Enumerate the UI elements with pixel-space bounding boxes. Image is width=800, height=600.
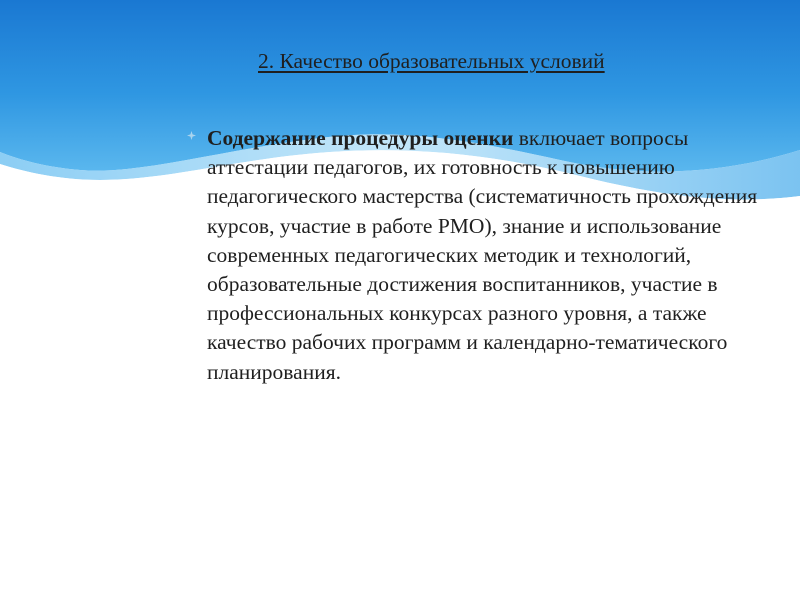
bullet-text: [207, 124, 767, 387]
star-bullet-icon: [187, 131, 196, 140]
slide-title: 2. Качество образовательных условий: [258, 49, 605, 73]
bullet-item: [187, 124, 787, 387]
bullet-body: включает вопросы аттестации педагогов, их готовность к повышению педагогического мастерства (систематичность прохождения курсов, участие в работе РМО), знание и использование современных педагогических методик и технологий, образовательные достижения воспитанников, участие в профессиональных конкурсах разного уровня, а также качество рабочих программ и календарно-тематического планирования.: [207, 126, 758, 384]
bullet-bold-lead: Содержание процедуры оценки: [207, 126, 514, 150]
